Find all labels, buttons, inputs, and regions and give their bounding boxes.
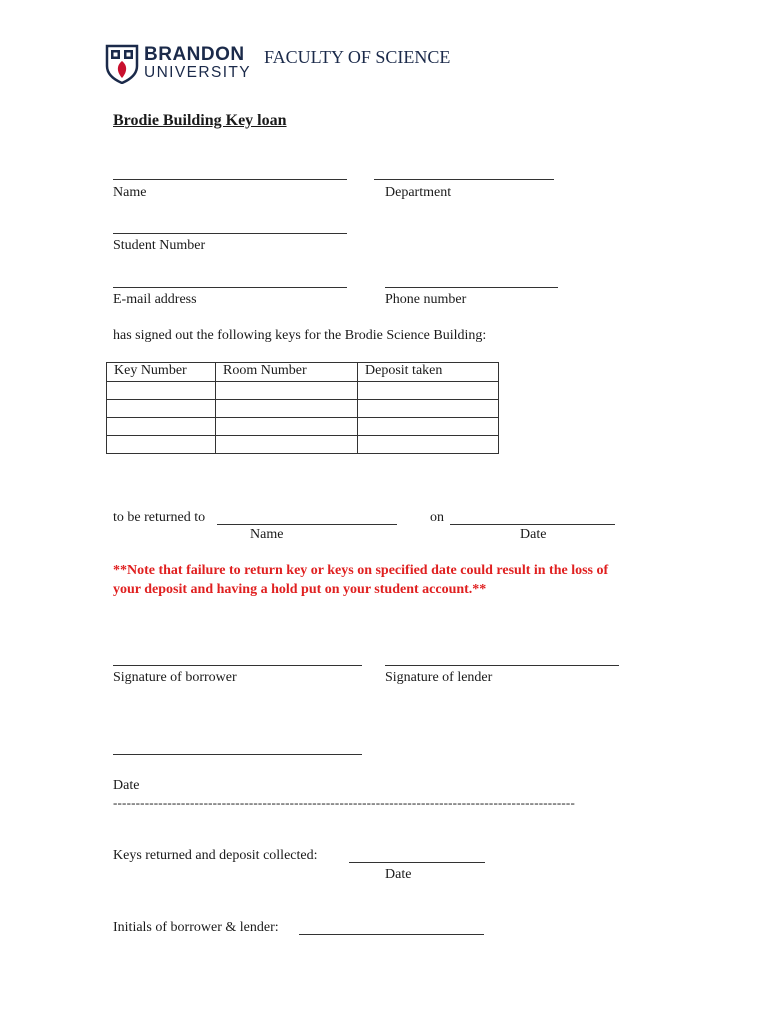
keys-returned-date-line[interactable] <box>349 862 485 863</box>
return-date-line[interactable] <box>450 524 615 525</box>
return-to-name-line[interactable] <box>217 524 397 525</box>
faculty-heading: FACULTY OF SCIENCE <box>264 47 451 67</box>
student-number-label: Student Number <box>113 238 206 253</box>
keys-returned-label: Keys returned and deposit collected: <box>113 848 318 863</box>
document-title: Brodie Building Key loan <box>113 112 287 129</box>
deposit-taken-cell[interactable] <box>358 400 499 418</box>
table-row <box>107 382 499 400</box>
initials-label: Initials of borrower & lender: <box>113 920 279 935</box>
warning-note-line1: **Note that failure to return key or keys on specified date could result in the loss of <box>113 563 609 578</box>
department-label: Department <box>385 185 452 200</box>
warning-note-line2: your deposit and having a hold put on your student account.** <box>113 582 487 597</box>
key-number-cell[interactable] <box>107 418 216 436</box>
signature-date-label: Date <box>113 778 140 793</box>
brandon-university-crest-icon <box>105 44 139 84</box>
room-number-cell[interactable] <box>216 436 358 454</box>
key-number-cell[interactable] <box>107 436 216 454</box>
room-number-cell[interactable] <box>216 382 358 400</box>
deposit-taken-cell[interactable] <box>358 382 499 400</box>
return-to-label: to be returned to <box>113 510 206 525</box>
deposit-taken-header: Deposit taken <box>358 363 499 382</box>
signature-date-line[interactable] <box>113 754 362 755</box>
table-row <box>107 400 499 418</box>
borrower-signature-line[interactable] <box>113 665 362 666</box>
table-header-row <box>107 363 499 382</box>
lender-signature-label: Signature of lender <box>385 670 493 685</box>
table-row <box>107 418 499 436</box>
initials-line[interactable] <box>299 934 484 935</box>
room-number-header: Room Number <box>216 363 358 382</box>
cut-separator: ------------------------------------------------------------------------------------------------------ <box>113 795 575 810</box>
key-number-header: Key Number <box>107 363 216 382</box>
borrower-signature-label: Signature of borrower <box>113 670 237 685</box>
key-number-cell[interactable] <box>107 400 216 418</box>
key-number-cell[interactable] <box>107 382 216 400</box>
lender-signature-line[interactable] <box>385 665 619 666</box>
name-label: Name <box>113 185 147 200</box>
key-table <box>106 362 499 454</box>
department-line[interactable] <box>374 179 554 180</box>
student-number-line[interactable] <box>113 233 347 234</box>
logo-wordmark-brandon: BRANDON <box>144 44 245 65</box>
return-date-caption: Date <box>520 527 547 542</box>
table-row <box>107 436 499 454</box>
keys-returned-date-caption: Date <box>385 867 412 882</box>
email-label: E-mail address <box>113 292 197 307</box>
room-number-cell[interactable] <box>216 418 358 436</box>
phone-label: Phone number <box>385 292 467 307</box>
intro-text: has signed out the following keys for the Brodie Science Building: <box>113 328 487 343</box>
deposit-taken-cell[interactable] <box>358 418 499 436</box>
phone-line[interactable] <box>385 287 558 288</box>
on-label: on <box>430 510 444 525</box>
logo-wordmark-university: UNIVERSITY <box>144 64 252 81</box>
room-number-cell[interactable] <box>216 400 358 418</box>
email-line[interactable] <box>113 287 347 288</box>
deposit-taken-cell[interactable] <box>358 436 499 454</box>
name-line[interactable] <box>113 179 347 180</box>
return-name-caption: Name <box>250 527 284 542</box>
